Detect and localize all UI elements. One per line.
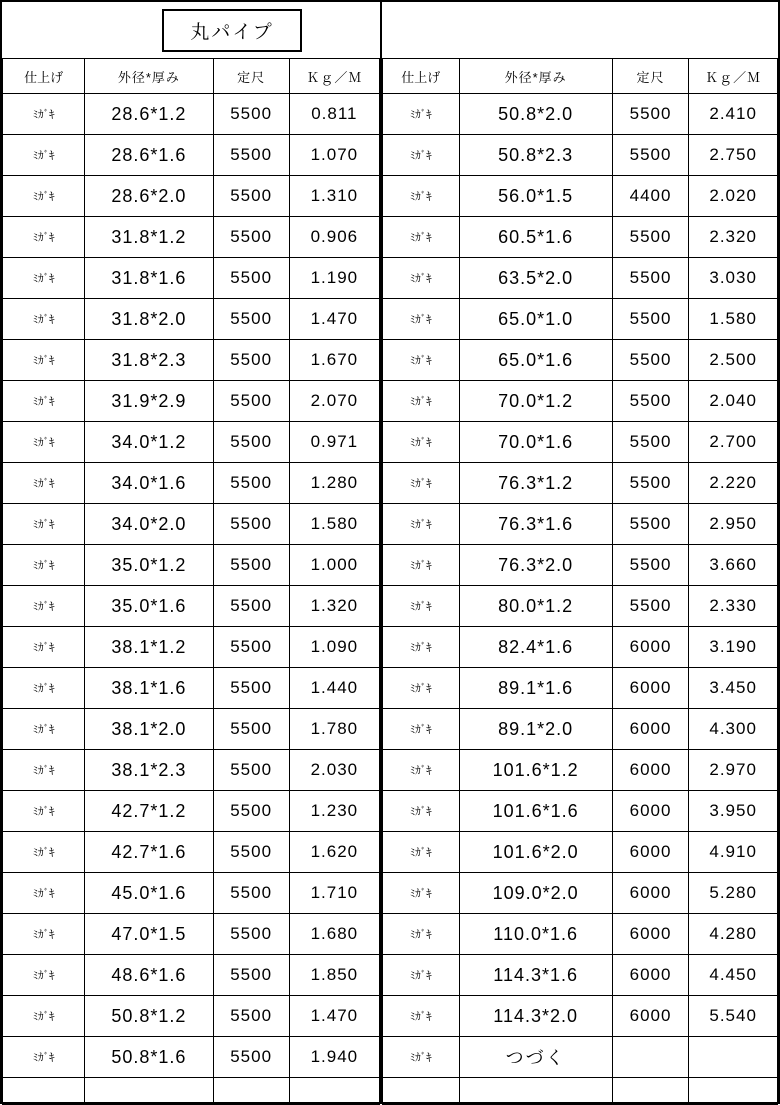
cell-spec: 114.3*1.6 bbox=[459, 955, 612, 996]
cell-weight: 0.971 bbox=[289, 422, 379, 463]
cell-spec: 70.0*1.2 bbox=[459, 381, 612, 422]
cell-length: 5500 bbox=[213, 422, 289, 463]
cell-blank bbox=[3, 1078, 85, 1105]
cell-length: 6000 bbox=[612, 955, 689, 996]
cell-weight: 1.780 bbox=[289, 709, 379, 750]
cell-finish: ﾐｶﾞｷ bbox=[383, 668, 460, 709]
table-row bbox=[3, 873, 380, 914]
table-row bbox=[3, 627, 380, 668]
cell-finish: ﾐｶﾞｷ bbox=[383, 299, 460, 340]
cell-finish: ﾐｶﾞｷ bbox=[383, 176, 460, 217]
cell-length: 5500 bbox=[213, 1037, 289, 1078]
table-row bbox=[383, 217, 778, 258]
table-row bbox=[383, 94, 778, 135]
cell-weight: 2.330 bbox=[689, 586, 778, 627]
cell-length: 5500 bbox=[612, 463, 689, 504]
cell-length: 5500 bbox=[612, 94, 689, 135]
cell-spec: 65.0*1.0 bbox=[459, 299, 612, 340]
cell-weight: 2.030 bbox=[289, 750, 379, 791]
cell-length: 5500 bbox=[612, 381, 689, 422]
cell-weight: 1.440 bbox=[289, 668, 379, 709]
cell-length: 6000 bbox=[612, 914, 689, 955]
cell-length: 5500 bbox=[213, 586, 289, 627]
cell-spec: 89.1*2.0 bbox=[459, 709, 612, 750]
cell-spec: 31.8*1.6 bbox=[85, 258, 213, 299]
cell-weight: 3.190 bbox=[689, 627, 778, 668]
cell-spec: 48.6*1.6 bbox=[85, 955, 213, 996]
table-row bbox=[3, 709, 380, 750]
cell-finish: ﾐｶﾞｷ bbox=[3, 955, 85, 996]
cell-length: 5500 bbox=[612, 217, 689, 258]
header-weight: Ｋｇ／Ｍ bbox=[289, 59, 379, 94]
cell-spec: 50.8*1.6 bbox=[85, 1037, 213, 1078]
header-length: 定尺 bbox=[213, 59, 289, 94]
cell-weight: 2.220 bbox=[689, 463, 778, 504]
cell-finish: ﾐｶﾞｷ bbox=[383, 996, 460, 1037]
cell-length: 5500 bbox=[612, 258, 689, 299]
cell-weight: 1.470 bbox=[289, 299, 379, 340]
table-row bbox=[383, 955, 778, 996]
cell-weight: 2.040 bbox=[689, 381, 778, 422]
cell-weight: 1.070 bbox=[289, 135, 379, 176]
cell-weight: 1.670 bbox=[289, 340, 379, 381]
cell-length: 5500 bbox=[213, 996, 289, 1037]
cell-weight bbox=[689, 1037, 778, 1078]
table-row bbox=[383, 381, 778, 422]
cell-spec: 65.0*1.6 bbox=[459, 340, 612, 381]
cell-weight: 1.230 bbox=[289, 791, 379, 832]
cell-length: 5500 bbox=[213, 709, 289, 750]
table-row bbox=[383, 750, 778, 791]
two-column-layout bbox=[2, 2, 778, 1102]
cell-length: 5500 bbox=[213, 299, 289, 340]
cell-weight: 4.280 bbox=[689, 914, 778, 955]
cell-spec: 82.4*1.6 bbox=[459, 627, 612, 668]
cell-finish: ﾐｶﾞｷ bbox=[383, 422, 460, 463]
cell-finish: ﾐｶﾞｷ bbox=[383, 914, 460, 955]
cell-length: 5500 bbox=[213, 176, 289, 217]
cell-length: 5500 bbox=[612, 545, 689, 586]
cell-weight: 0.811 bbox=[289, 94, 379, 135]
cell-finish: ﾐｶﾞｷ bbox=[3, 914, 85, 955]
cell-weight: 1.580 bbox=[689, 299, 778, 340]
cell-weight: 2.020 bbox=[689, 176, 778, 217]
cell-weight: 2.970 bbox=[689, 750, 778, 791]
cell-finish: ﾐｶﾞｷ bbox=[383, 217, 460, 258]
cell-finish: ﾐｶﾞｷ bbox=[383, 791, 460, 832]
table-row bbox=[3, 135, 380, 176]
cell-length: 6000 bbox=[612, 791, 689, 832]
table-row bbox=[383, 422, 778, 463]
pipe-table-right bbox=[382, 2, 778, 1105]
cell-length: 5500 bbox=[213, 340, 289, 381]
table-row bbox=[383, 258, 778, 299]
cell-blank bbox=[85, 1078, 213, 1105]
cell-weight: 5.280 bbox=[689, 873, 778, 914]
cell-spec: 34.0*1.6 bbox=[85, 463, 213, 504]
cell-finish: ﾐｶﾞｷ bbox=[383, 135, 460, 176]
cell-spec: 31.8*2.0 bbox=[85, 299, 213, 340]
left-column bbox=[2, 2, 382, 1102]
table-row bbox=[3, 94, 380, 135]
cell-weight: 3.450 bbox=[689, 668, 778, 709]
cell-spec: 31.8*1.2 bbox=[85, 217, 213, 258]
table-row bbox=[383, 299, 778, 340]
cell-finish: ﾐｶﾞｷ bbox=[3, 627, 85, 668]
table-row bbox=[383, 463, 778, 504]
cell-finish: ﾐｶﾞｷ bbox=[3, 750, 85, 791]
cell-weight: 4.300 bbox=[689, 709, 778, 750]
cell-length: 5500 bbox=[612, 340, 689, 381]
cell-spec: 76.3*2.0 bbox=[459, 545, 612, 586]
table-row bbox=[383, 340, 778, 381]
cell-weight: 5.540 bbox=[689, 996, 778, 1037]
cell-spec: 76.3*1.6 bbox=[459, 504, 612, 545]
cell-finish: ﾐｶﾞｷ bbox=[3, 176, 85, 217]
cell-finish: ﾐｶﾞｷ bbox=[3, 504, 85, 545]
cell-weight: 1.940 bbox=[289, 1037, 379, 1078]
cell-length: 6000 bbox=[612, 627, 689, 668]
header-finish: 仕上げ bbox=[383, 59, 460, 94]
cell-length: 6000 bbox=[612, 750, 689, 791]
cell-finish: ﾐｶﾞｷ bbox=[383, 94, 460, 135]
cell-finish: ﾐｶﾞｷ bbox=[383, 709, 460, 750]
cell-length: 6000 bbox=[612, 668, 689, 709]
header-length: 定尺 bbox=[612, 59, 689, 94]
table-row bbox=[3, 504, 380, 545]
cell-weight: 4.450 bbox=[689, 955, 778, 996]
cell-spec: 28.6*1.2 bbox=[85, 94, 213, 135]
cell-spec: 101.6*1.2 bbox=[459, 750, 612, 791]
cell-spec: 50.8*1.2 bbox=[85, 996, 213, 1037]
cell-finish: ﾐｶﾞｷ bbox=[383, 545, 460, 586]
cell-finish: ﾐｶﾞｷ bbox=[3, 668, 85, 709]
title-spacer bbox=[3, 2, 85, 59]
cell-spec: 38.1*2.3 bbox=[85, 750, 213, 791]
cell-finish: ﾐｶﾞｷ bbox=[3, 586, 85, 627]
table-row bbox=[3, 996, 380, 1037]
cell-weight: 2.500 bbox=[689, 340, 778, 381]
cell-length: 6000 bbox=[612, 996, 689, 1037]
cell-spec: 31.8*2.3 bbox=[85, 340, 213, 381]
cell-weight: 2.410 bbox=[689, 94, 778, 135]
cell-length: 5500 bbox=[213, 94, 289, 135]
cell-length: 5500 bbox=[213, 217, 289, 258]
cell-length: 5500 bbox=[213, 545, 289, 586]
cell-finish: ﾐｶﾞｷ bbox=[3, 135, 85, 176]
title-spacer-right bbox=[383, 2, 778, 59]
cell-weight: 3.660 bbox=[689, 545, 778, 586]
cell-finish: ﾐｶﾞｷ bbox=[3, 381, 85, 422]
cell-blank bbox=[612, 1078, 689, 1105]
cell-length: 5500 bbox=[612, 135, 689, 176]
cell-blank bbox=[689, 1078, 778, 1105]
cell-spec: 47.0*1.5 bbox=[85, 914, 213, 955]
cell-spec: 101.6*2.0 bbox=[459, 832, 612, 873]
cell-finish: ﾐｶﾞｷ bbox=[383, 381, 460, 422]
cell-length: 5500 bbox=[213, 463, 289, 504]
cell-length: 5500 bbox=[213, 504, 289, 545]
cell-weight: 1.850 bbox=[289, 955, 379, 996]
cell-spec: 60.5*1.6 bbox=[459, 217, 612, 258]
cell-finish: ﾐｶﾞｷ bbox=[3, 996, 85, 1037]
cell-weight: 1.470 bbox=[289, 996, 379, 1037]
table-row-blank bbox=[383, 1078, 778, 1105]
table-row bbox=[3, 832, 380, 873]
table-row bbox=[383, 586, 778, 627]
cell-blank bbox=[289, 1078, 379, 1105]
cell-spec: 31.9*2.9 bbox=[85, 381, 213, 422]
header-weight: Ｋｇ／Ｍ bbox=[689, 59, 778, 94]
cell-finish: ﾐｶﾞｷ bbox=[383, 258, 460, 299]
cell-spec: 34.0*1.2 bbox=[85, 422, 213, 463]
table-row bbox=[383, 545, 778, 586]
cell-spec: 45.0*1.6 bbox=[85, 873, 213, 914]
cell-weight: 0.906 bbox=[289, 217, 379, 258]
table-row bbox=[3, 463, 380, 504]
cell-spec: 110.0*1.6 bbox=[459, 914, 612, 955]
cell-weight: 2.320 bbox=[689, 217, 778, 258]
cell-length: 5500 bbox=[213, 668, 289, 709]
cell-weight: 1.620 bbox=[289, 832, 379, 873]
cell-spec: 89.1*1.6 bbox=[459, 668, 612, 709]
cell-finish: ﾐｶﾞｷ bbox=[3, 791, 85, 832]
table-row bbox=[3, 176, 380, 217]
cell-spec: 38.1*1.6 bbox=[85, 668, 213, 709]
continued-label: つづく bbox=[459, 1037, 612, 1078]
cell-spec: 42.7*1.2 bbox=[85, 791, 213, 832]
cell-blank bbox=[213, 1078, 289, 1105]
table-row bbox=[3, 299, 380, 340]
cell-weight: 1.320 bbox=[289, 586, 379, 627]
cell-spec: 56.0*1.5 bbox=[459, 176, 612, 217]
table-header-row-left bbox=[3, 59, 380, 94]
table-row bbox=[383, 176, 778, 217]
cell-spec: 109.0*2.0 bbox=[459, 873, 612, 914]
cell-spec: 42.7*1.6 bbox=[85, 832, 213, 873]
cell-length: 5500 bbox=[213, 627, 289, 668]
table-row bbox=[3, 217, 380, 258]
cell-spec: 76.3*1.2 bbox=[459, 463, 612, 504]
cell-weight: 1.280 bbox=[289, 463, 379, 504]
title-cell bbox=[85, 2, 380, 59]
cell-weight: 1.710 bbox=[289, 873, 379, 914]
cell-finish: ﾐｶﾞｷ bbox=[383, 627, 460, 668]
cell-spec: 38.1*2.0 bbox=[85, 709, 213, 750]
table-row bbox=[3, 791, 380, 832]
table-row bbox=[383, 668, 778, 709]
table-row bbox=[383, 709, 778, 750]
table-row bbox=[383, 996, 778, 1037]
cell-length: 5500 bbox=[213, 258, 289, 299]
title-row bbox=[3, 2, 380, 59]
cell-blank bbox=[459, 1078, 612, 1105]
cell-length: 6000 bbox=[612, 832, 689, 873]
cell-finish: ﾐｶﾞｷ bbox=[3, 1037, 85, 1078]
cell-weight: 1.680 bbox=[289, 914, 379, 955]
cell-spec: 35.0*1.2 bbox=[85, 545, 213, 586]
cell-weight: 1.190 bbox=[289, 258, 379, 299]
table-row bbox=[383, 135, 778, 176]
cell-weight: 2.070 bbox=[289, 381, 379, 422]
cell-spec: 114.3*2.0 bbox=[459, 996, 612, 1037]
cell-spec: 34.0*2.0 bbox=[85, 504, 213, 545]
cell-finish: ﾐｶﾞｷ bbox=[383, 340, 460, 381]
cell-spec: 35.0*1.6 bbox=[85, 586, 213, 627]
cell-spec: 28.6*2.0 bbox=[85, 176, 213, 217]
cell-weight: 2.750 bbox=[689, 135, 778, 176]
header-spec: 外径*厚み bbox=[85, 59, 213, 94]
table-row bbox=[383, 791, 778, 832]
cell-weight: 4.910 bbox=[689, 832, 778, 873]
header-spec: 外径*厚み bbox=[459, 59, 612, 94]
cell-length: 5500 bbox=[213, 135, 289, 176]
table-row-continued bbox=[383, 1037, 778, 1078]
cell-length: 5500 bbox=[213, 381, 289, 422]
cell-length: 5500 bbox=[213, 832, 289, 873]
cell-weight: 2.700 bbox=[689, 422, 778, 463]
right-column bbox=[382, 2, 778, 1102]
cell-weight: 3.030 bbox=[689, 258, 778, 299]
cell-length: 5500 bbox=[612, 422, 689, 463]
cell-length: 5500 bbox=[213, 873, 289, 914]
cell-blank bbox=[383, 1078, 460, 1105]
table-row bbox=[3, 381, 380, 422]
table-row bbox=[3, 914, 380, 955]
cell-finish: ﾐｶﾞｷ bbox=[383, 586, 460, 627]
header-finish: 仕上げ bbox=[3, 59, 85, 94]
cell-length: 5500 bbox=[213, 955, 289, 996]
table-row bbox=[3, 340, 380, 381]
cell-finish: ﾐｶﾞｷ bbox=[383, 832, 460, 873]
cell-length: 6000 bbox=[612, 709, 689, 750]
cell-finish: ﾐｶﾞｷ bbox=[383, 955, 460, 996]
pipe-table-left bbox=[2, 2, 380, 1105]
cell-spec: 38.1*1.2 bbox=[85, 627, 213, 668]
cell-spec: 50.8*2.0 bbox=[459, 94, 612, 135]
table-row bbox=[383, 627, 778, 668]
cell-finish: ﾐｶﾞｷ bbox=[3, 422, 85, 463]
cell-length: 5500 bbox=[612, 586, 689, 627]
cell-finish: ﾐｶﾞｷ bbox=[383, 750, 460, 791]
cell-spec: 50.8*2.3 bbox=[459, 135, 612, 176]
cell-length: 6000 bbox=[612, 873, 689, 914]
table-row bbox=[3, 668, 380, 709]
cell-finish: ﾐｶﾞｷ bbox=[383, 504, 460, 545]
table-row bbox=[383, 914, 778, 955]
cell-finish: ﾐｶﾞｷ bbox=[3, 709, 85, 750]
table-row bbox=[3, 1037, 380, 1078]
cell-length: 5500 bbox=[612, 299, 689, 340]
title-row-right bbox=[383, 2, 778, 59]
cell-weight: 3.950 bbox=[689, 791, 778, 832]
cell-length bbox=[612, 1037, 689, 1078]
cell-finish: ﾐｶﾞｷ bbox=[3, 217, 85, 258]
cell-length: 5500 bbox=[612, 504, 689, 545]
table-row bbox=[3, 955, 380, 996]
cell-finish: ﾐｶﾞｷ bbox=[383, 873, 460, 914]
cell-spec: 70.0*1.6 bbox=[459, 422, 612, 463]
table-row bbox=[3, 258, 380, 299]
cell-spec: 101.6*1.6 bbox=[459, 791, 612, 832]
table-row bbox=[383, 873, 778, 914]
cell-finish: ﾐｶﾞｷ bbox=[3, 340, 85, 381]
cell-spec: 80.0*1.2 bbox=[459, 586, 612, 627]
cell-finish: ﾐｶﾞｷ bbox=[383, 1037, 460, 1078]
cell-finish: ﾐｶﾞｷ bbox=[3, 545, 85, 586]
cell-finish: ﾐｶﾞｷ bbox=[3, 258, 85, 299]
cell-length: 5500 bbox=[213, 914, 289, 955]
cell-weight: 1.580 bbox=[289, 504, 379, 545]
cell-length: 5500 bbox=[213, 791, 289, 832]
cell-weight: 1.310 bbox=[289, 176, 379, 217]
table-row bbox=[3, 422, 380, 463]
table-row bbox=[3, 545, 380, 586]
page-title: 丸パイプ bbox=[162, 9, 301, 52]
cell-length: 4400 bbox=[612, 176, 689, 217]
cell-finish: ﾐｶﾞｷ bbox=[3, 832, 85, 873]
table-row bbox=[383, 832, 778, 873]
table-row bbox=[3, 750, 380, 791]
cell-finish: ﾐｶﾞｷ bbox=[383, 463, 460, 504]
table-row bbox=[383, 504, 778, 545]
cell-weight: 1.090 bbox=[289, 627, 379, 668]
table-row bbox=[3, 586, 380, 627]
table-header-row-right bbox=[383, 59, 778, 94]
cell-length: 5500 bbox=[213, 750, 289, 791]
table-row-blank bbox=[3, 1078, 380, 1105]
cell-spec: 63.5*2.0 bbox=[459, 258, 612, 299]
cell-spec: 28.6*1.6 bbox=[85, 135, 213, 176]
cell-finish: ﾐｶﾞｷ bbox=[3, 94, 85, 135]
cell-weight: 2.950 bbox=[689, 504, 778, 545]
cell-finish: ﾐｶﾞｷ bbox=[3, 299, 85, 340]
cell-finish: ﾐｶﾞｷ bbox=[3, 873, 85, 914]
cell-finish: ﾐｶﾞｷ bbox=[3, 463, 85, 504]
cell-weight: 1.000 bbox=[289, 545, 379, 586]
